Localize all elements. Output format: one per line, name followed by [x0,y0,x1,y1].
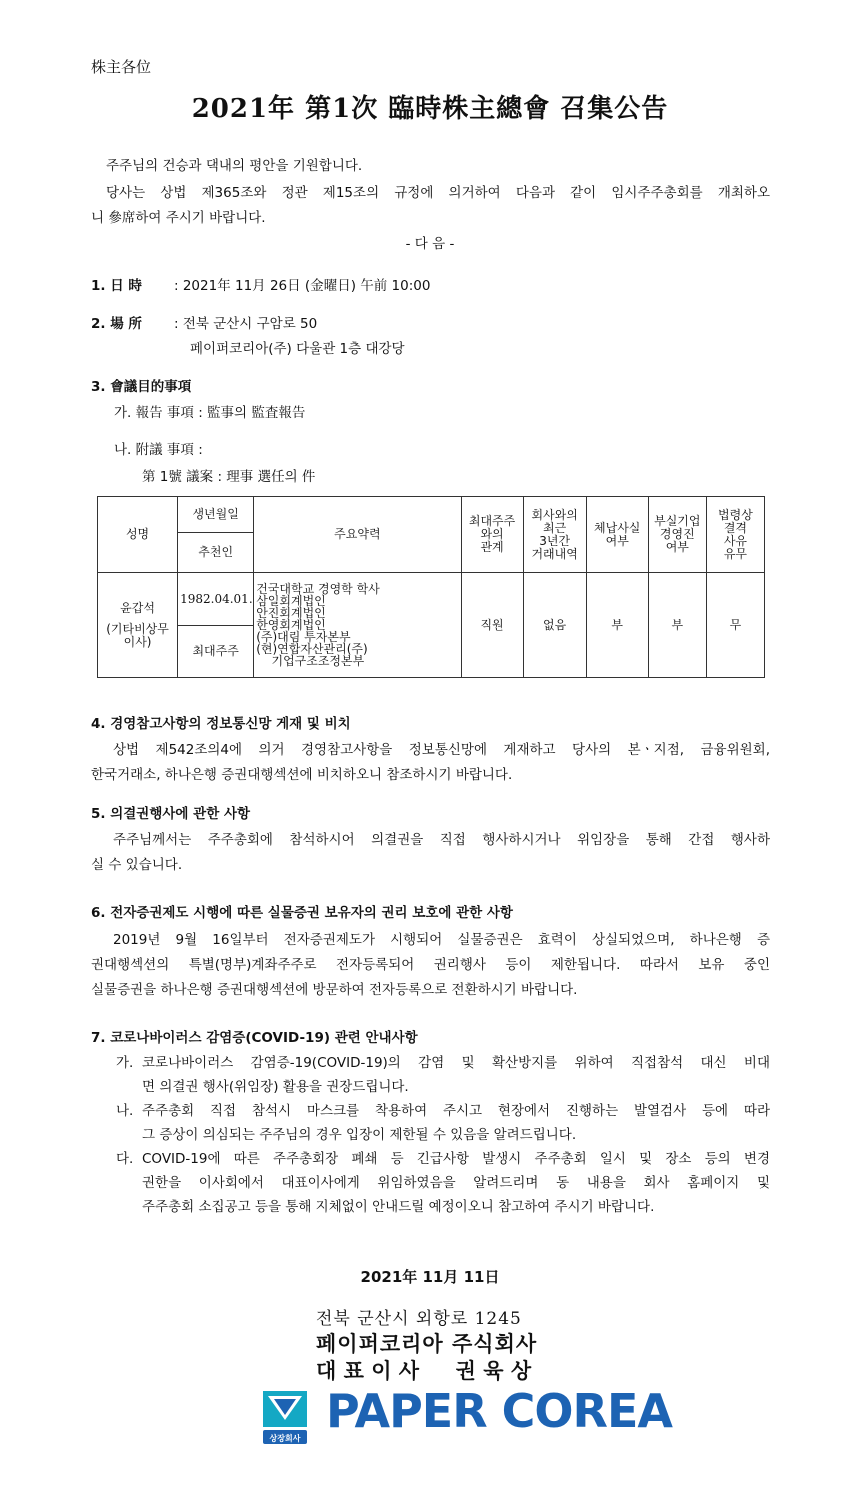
section-4-title: 4. 경영참고사항의 정보통신망 게재 및 비치 [91,716,351,732]
section-3-agenda: 나. 附議 事項 : [114,442,203,458]
director-birth: 1982.04.01. [178,573,254,625]
director-insolvent: 부 [648,573,706,678]
section-6-line-1: 2019년 9월 16일부터 전자증권제도가 시행되어 실물증권은 효력이 상실되었으며, 하나은행 증 [113,932,770,948]
intro-line-3: 니 參席하여 주시기 바랍니다. [91,210,266,226]
addressee: 株主各位 [91,58,152,76]
company-logo-mark [262,1390,308,1446]
header-tax-default: 체납사실 여부 [586,497,648,573]
director-recommender: 최대주주 [178,625,254,677]
header-name: 성명 [98,497,178,573]
director-name: 윤갑석 [120,600,155,615]
section-1-label: 1. 日 時 [91,278,142,294]
company-name: 페이퍼코리아 주식회사 [316,1331,538,1356]
table-header-row [98,497,765,533]
section-5-line-2: 실 수 있습니다. [91,857,183,873]
listed-company-label: 상장회사 [269,1434,301,1443]
section-6-line-2: 권대행섹션의 특별(명부)계좌주주로 전자등록되어 권리행사 등이 제한됩니다. 따라서 보유 중인 [91,957,770,973]
section-1-value: : 2021年 11月 26日 (金曜日) 午前 10:00 [174,278,431,294]
director-disqualify: 무 [706,573,764,678]
page-title: 2021年 第1次 臨時株主總會 召集公告 [191,94,669,124]
header-career: 주요약력 [254,497,461,573]
divider-text: - 다 음 - [405,236,455,252]
section-3-agenda-1: 第 1號 議案 : 理事 選任의 件 [142,469,316,485]
director-career: 건국대학교 경영학 학사 삼일회계법인 안진회계법인 한영회계법인 (주)대림 투자본부 (현)연합자산관리(주) 기업구조조정본부 [254,573,461,678]
section-2-value: : 전북 군산시 구암로 50 [174,316,318,332]
section-5-line-1: 주주님께서는 주주총회에 참석하시어 의결권을 직접 행사하시거나 위임장을 통해 간접 행사하 [113,832,770,848]
section-7-a-line-1: 코로나바이러스 감염증-19(COVID-19)의 감염 및 확산방지를 위하여 직접참석 대신 비대 [142,1055,770,1071]
section-7-b-marker: 나. [116,1103,134,1119]
header-recommender: 추천인 [178,533,254,573]
header-insolvent: 부실기업 경영진 여부 [648,497,706,573]
section-2-value-2: 페이퍼코리아(주) 다울관 1층 대강당 [190,341,405,357]
section-6-title: 6. 전자증권제도 시행에 따른 실물증권 보유자의 권리 보호에 관한 사항 [91,905,513,921]
section-5-title: 5. 의결권행사에 관한 사항 [91,806,251,822]
header-birth: 생년월일 [178,497,254,533]
section-7-b-line-1: 주주총회 직접 참석시 마스크를 착용하여 주시고 현장에서 진행하는 발열검사 등에 따라 [142,1103,770,1119]
notice-date: 2021年 11月 11日 [360,1268,500,1286]
section-7-title: 7. 코로나바이러스 감염증(COVID-19) 관련 안내사항 [91,1030,418,1046]
section-2-label: 2. 場 所 [91,316,142,332]
header-relation: 최대주주 와의 관계 [461,497,523,573]
director-table [97,496,765,678]
director-transactions: 없음 [523,573,586,678]
section-7-c-line-1: COVID-19에 따른 주주총회장 폐쇄 등 긴급사항 발생시 주주총회 일시 및 장소 등의 변경 [142,1151,770,1167]
section-4-line-1: 상법 제542조의4에 의거 경영참고사항을 정보통신망에 게재하고 당사의 본ㆍ지점, 금융위원회, [113,742,770,758]
director-tax-default: 부 [586,573,648,678]
intro-line-1: 주주님의 건승과 댁내의 평안을 기원합니다. [106,158,363,174]
section-7-a-marker: 가. [116,1055,134,1071]
section-6-line-3: 실물증권을 하나은행 증권대행섹션에 방문하여 전자등록으로 전환하시기 바랍니다. [91,982,578,998]
table-row [98,573,765,625]
director-name-cell: 윤갑석 (기타비상무 이사) [98,573,178,678]
header-disqualify: 법령상 결격 사유 유무 [706,497,764,573]
section-3-report: 가. 報告 事項 : 監事의 監査報告 [114,405,306,421]
section-4-line-2: 한국거래소, 하나은행 증권대행섹션에 비치하오니 참조하시기 바랍니다. [91,767,513,783]
section-7-b-line-2: 그 증상이 의심되는 주주님의 경우 입장이 제한될 수 있음을 알려드립니다. [142,1127,577,1143]
header-transactions: 회사와의 최근 3년간 거래내역 [523,497,586,573]
section-7-c-line-2: 권한을 이사회에서 대표이사에게 위임하였음을 알려드리며 동 내용을 회사 홈페이지 및 [142,1175,770,1191]
intro-line-2: 당사는 상법 제365조와 정관 제15조의 규정에 의거하여 다음과 같이 임시주주총회를 개최하오 [106,185,770,201]
company-logo-text: PAPER COREA [326,1384,672,1438]
company-address: 전북 군산시 외항로 1245 [316,1309,522,1329]
section-7-a-line-2: 면 의결권 행사(위임장) 활용을 권장드립니다. [142,1079,409,1095]
director-relation: 직원 [461,573,523,678]
section-7-c-marker: 다. [116,1151,134,1167]
section-7-c-line-3: 주주총회 소집공고 등을 통해 지체없이 안내드릴 예정이오니 참고하여 주시기 바랍니다. [142,1199,655,1215]
ceo-name: 대 표 이 사 권 육 상 [316,1358,532,1383]
section-3-label: 3. 會議目的事項 [91,379,192,395]
